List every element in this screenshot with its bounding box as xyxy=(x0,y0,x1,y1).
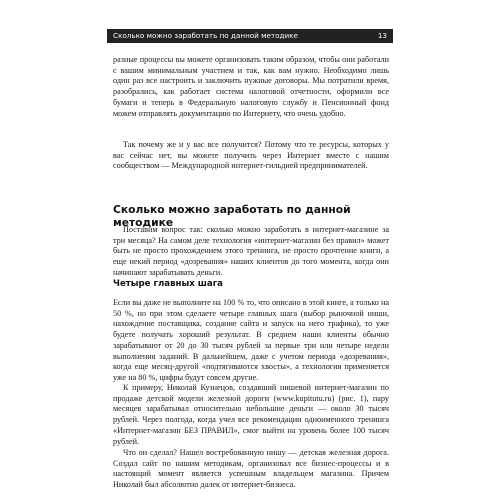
paragraph-question: Поставим вопрос так: сколько можно заработать в интернет-магазине за три месяца? На самом деле технология «интернет-магазин без правил» может быть не просто прохождением этого тренинга, не просто прочтение книги, а еще некий период «дозревания» наших клиентов до того момента, когда они начинают зарабатывать деньги. xyxy=(113,225,389,277)
running-header-title: Сколько можно заработать по данной методике xyxy=(113,31,298,40)
book-page xyxy=(107,21,393,490)
paragraph-example: К примеру, Николай Кузнецов, создавший нишевой интернет-магазин по продаже детской модели железной дороги (www.kupitutu.ru) (рис. 1), пару месяцев зарабатывал относительно небольшие деньги — около 30 тысяч рублей. Через полгода, когда учел все рекомендации одноименного тренинга «Интернет-магазин БЕЗ ПРАВИЛ», смог выйти на уровень более 100 тысяч рублей. xyxy=(113,383,389,446)
section-heading: Сколько можно заработать по данной методике xyxy=(113,203,351,229)
page-number: 13 xyxy=(377,31,387,40)
paragraph-what: Что он сделал? Нашел востребованную нишу — детская железная дорога. Создал сайт по нашим методикам, организовал все бизнес-процессы и в настоящий момент является успешным владельцем магазина. Причем Николай был абсолютно далек от интернет-бизнеса. xyxy=(113,448,389,490)
running-header xyxy=(107,29,393,43)
subheading-four-steps: Четыре главных шага xyxy=(113,279,223,289)
paragraph-why: Так почему же и у вас все получится? Потому что те ресурсы, которых у вас сейчас нет, вы можете получить через Интернет вместе с нашим сообществом — Международной интернет-гильдией предпринимателей. xyxy=(113,140,389,171)
paragraph-steps: Если вы даже не выполните на 100 % то, что описано в этой книге, а только на 50 %, но при этом сделаете четыре главных шага (выбор рыночной ниши, нахождение поставщика, создание сайта и запуск на него трафика), то уже будете получать хороший результат. В среднем наши клиенты обычно зарабатывают от 20 до 30 тысяч рублей за первые три или четыре недели выполнения заданий. В дальнейшем, даже с учетом периода «дозревания», когда еще месяц-другой «подтягиваются хвосты», а технология применяется уже на 80 %, цифры будут совсем другие. xyxy=(113,298,389,382)
paragraph-intro: разные процессы вы можете организовать таким образом, чтобы они работали с вашим минимальным участием и так, как вам нужно. Необходимо лишь один раз все настроить и заключить нужные договоры. Мы потратили время, разобрались, как работает система налоговой отчетности, оформили все бумаги и теперь в Федеральную налоговую службу и Пенсионный фонд можем отправлять документацию по Интернету, что очень удобно. xyxy=(113,55,389,118)
